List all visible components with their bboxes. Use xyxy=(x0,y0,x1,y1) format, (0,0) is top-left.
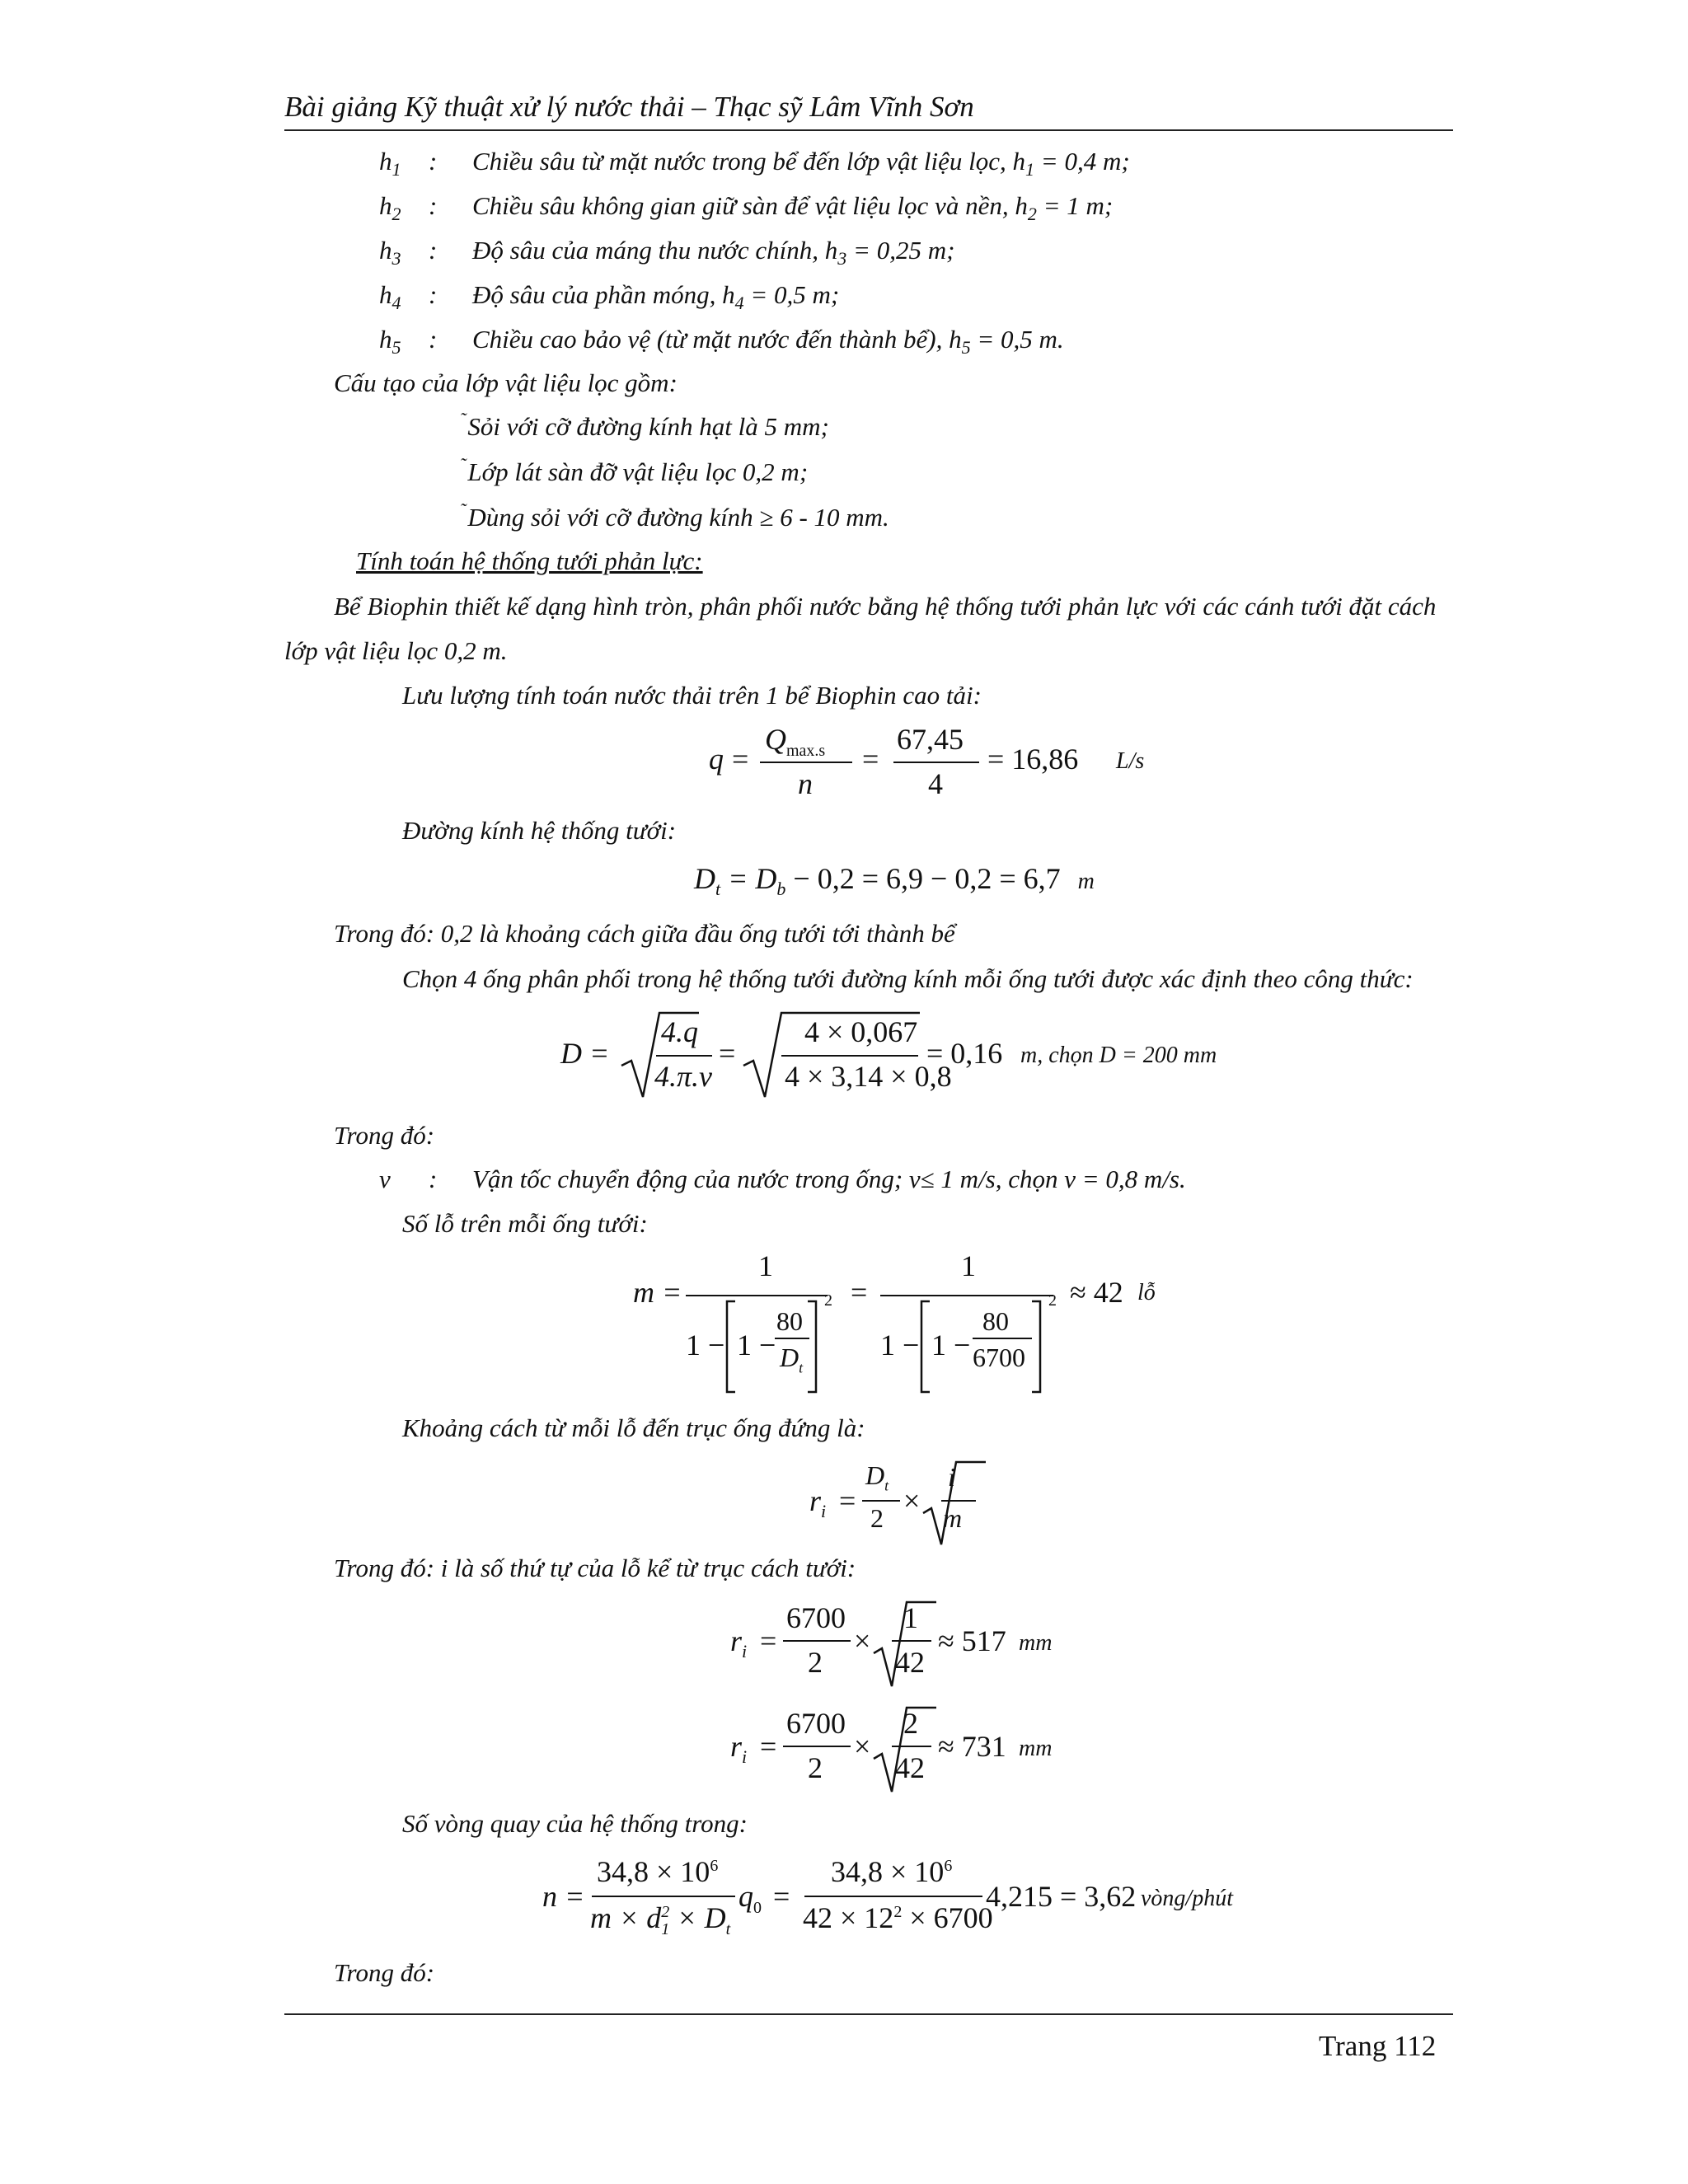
fraction-bar xyxy=(781,1055,918,1057)
eq-result: 4,215 = 3,62 xyxy=(986,1880,1137,1913)
eq-lhs: D = xyxy=(560,1037,610,1070)
eq-result: ≈ 517 xyxy=(938,1624,1006,1657)
eq-unit: vòng/phút xyxy=(1141,1886,1233,1911)
eq-denominator: 1 − xyxy=(931,1329,971,1361)
equation-D xyxy=(560,1010,1269,1104)
eq-numerator: $34,8 \times 10^6$ xyxy=(831,1855,953,1888)
eq-lhs: m = xyxy=(633,1276,682,1309)
paragraph-line: lớp vật liệu lọc 0,2 m. xyxy=(284,636,508,665)
eq-lhs: $r_i$ xyxy=(730,1624,748,1662)
eq-denominator: 6700 xyxy=(973,1343,1025,1372)
equation-r2 xyxy=(730,1704,1076,1795)
dist-intro: Khoảng cách từ mỗi lỗ đến trục ống đứng là: xyxy=(402,1413,865,1442)
eq-result: = 0,16 xyxy=(926,1037,1003,1070)
eq-denominator: $m \times d_1^2 \times D_t$ xyxy=(590,1901,731,1939)
eq-denominator: 1 − xyxy=(686,1329,725,1361)
fraction-bar xyxy=(783,1640,851,1642)
holes-intro: Số lỗ trên mỗi ống tưới: xyxy=(402,1209,648,1238)
v-definition: Vận tốc chuyển động của nước trong ống; v≤ 1 m/s, chọn v = 0,8 m/s. xyxy=(472,1165,1186,1193)
eq-denominator: 42 xyxy=(895,1646,925,1679)
eq-lhs: $r_i$ xyxy=(809,1484,827,1522)
eq-equals: = xyxy=(760,1624,777,1657)
eq-denominator: 2 xyxy=(808,1751,823,1784)
eq-unit: lỗ xyxy=(1137,1280,1156,1305)
fraction-bar xyxy=(862,1500,900,1502)
eq-numerator: 67,45 xyxy=(897,723,964,756)
def-colon: : xyxy=(429,147,438,176)
def-text-h1: Chiều sâu từ mặt nước trong bể đến lớp vật liệu lọc, $h_1 = 0,4$ m; xyxy=(472,147,1130,180)
times-sign: × xyxy=(854,1730,871,1763)
def-text-h4: Độ sâu của phần móng, $h_4 = 0,5$ m; xyxy=(472,280,840,314)
eq-numerator: 1 xyxy=(758,1249,773,1282)
equation-r1 xyxy=(730,1599,1076,1690)
eq-denominator: $D_t$ xyxy=(780,1343,804,1376)
eq-numerator: i xyxy=(948,1462,955,1492)
page-number: Trang 112 xyxy=(1319,2030,1437,2062)
fraction-bar xyxy=(783,1746,851,1747)
eq-equals: = xyxy=(851,1276,868,1309)
def-symbol-h2: $h_2$ xyxy=(379,191,401,225)
fraction-bar xyxy=(656,1055,712,1057)
fraction-bar xyxy=(941,1500,976,1502)
fraction-bar xyxy=(880,1295,1053,1296)
eq-numerator: 6700 xyxy=(786,1601,846,1634)
equation-q xyxy=(709,724,1170,814)
eq-equals: = xyxy=(773,1880,790,1913)
eq-numerator: $34,8 \times 10^6$ xyxy=(597,1855,719,1888)
bullet-item: ˜Lớp lát sàn đỡ vật liệu lọc 0,2 m; xyxy=(460,454,809,486)
eq-equals: = xyxy=(719,1037,736,1070)
eq-denominator: m xyxy=(943,1503,963,1533)
bullet-item: ˜Sỏi với cỡ đường kính hạt là 5 mm; xyxy=(460,409,829,441)
eq-exponent: 2 xyxy=(824,1291,832,1310)
diam-intro: Đường kính hệ thống tưới: xyxy=(402,816,677,845)
def-colon: : xyxy=(429,236,438,265)
eq-denominator: $42 \times 12^2 \times 6700$ xyxy=(803,1901,993,1934)
eq-denominator: 2 xyxy=(870,1503,884,1533)
fraction-bar xyxy=(686,1295,828,1296)
tilde-bullet-icon: ˜ xyxy=(460,454,467,475)
eq-numerator: 1 xyxy=(961,1249,976,1282)
page-header-title: Bài giảng Kỹ thuật xử lý nước thải – Thạc sỹ Lâm Vĩnh Sơn xyxy=(284,91,974,123)
eq-numerator: 4 × 0,067 xyxy=(804,1015,918,1048)
eq-result: ≈ 42 xyxy=(1070,1276,1123,1309)
where-text: Trong đó: 0,2 là khoảng cách giữa đầu ống tưới tới thành bể xyxy=(334,919,955,948)
fraction-bar xyxy=(973,1338,1032,1339)
eq-lhs: q xyxy=(709,743,724,776)
eq-numerator: 1 xyxy=(903,1601,918,1634)
times-sign: × xyxy=(854,1624,871,1657)
fraction-bar xyxy=(892,1640,931,1642)
eq-equals: = xyxy=(760,1730,777,1763)
tilde-bullet-icon: ˜ xyxy=(460,409,467,429)
def-colon: : xyxy=(429,280,438,309)
equation-m xyxy=(633,1249,1177,1397)
rev-intro: Số vòng quay của hệ thống trong: xyxy=(402,1809,748,1838)
section-title: Tính toán hệ thống tưới phản lực: xyxy=(356,546,703,575)
eq-result: ≈ 731 xyxy=(938,1730,1006,1763)
eq-result: = 16,86 xyxy=(987,743,1079,776)
def-symbol-h3: $h_3$ xyxy=(379,236,401,269)
eq-equals: = xyxy=(839,1484,856,1517)
def-symbol-h5: $h_5$ xyxy=(379,325,401,359)
equation-r xyxy=(809,1459,991,1549)
eq-exponent: 2 xyxy=(1048,1291,1057,1310)
header-rule xyxy=(284,129,1453,131)
eq-numerator: $Q_{max.s}$ xyxy=(765,723,826,761)
eq-denominator: 4.π.v xyxy=(654,1060,713,1093)
eq-numerator: $D_t$ xyxy=(865,1460,889,1494)
eq-numerator: 4.q xyxy=(661,1015,698,1048)
choose-pipes: Chọn 4 ống phân phối trong hệ thống tưới đường kính mỗi ống tưới được xác định theo công thức: xyxy=(402,964,1414,993)
eq-lhs: $r_i$ xyxy=(730,1730,748,1768)
equation-dt: $D_t = D_b - 0,2 = 6,9 - 0,2 = 6,7$ m xyxy=(694,862,1095,900)
eq-unit: mm xyxy=(1019,1630,1053,1656)
def-symbol-h1: $h_1$ xyxy=(379,147,401,180)
eq-denominator: 1 − xyxy=(737,1329,776,1361)
where-i: Trong đó: i là số thứ tự của lỗ kể từ trục cách tưới: xyxy=(334,1554,856,1582)
eq-denominator: 2 xyxy=(808,1646,823,1679)
eq-lhs: n = xyxy=(542,1880,585,1913)
eq-q0: $q_0$ xyxy=(738,1880,762,1918)
eq-denominator: n xyxy=(798,767,813,800)
eq-numerator: 6700 xyxy=(786,1707,846,1740)
v-symbol: v xyxy=(379,1165,391,1193)
tilde-bullet-icon: ˜ xyxy=(460,499,467,520)
fraction-bar xyxy=(775,1338,809,1339)
eq-numerator: 2 xyxy=(903,1707,918,1740)
def-colon: : xyxy=(429,325,438,354)
fraction-bar xyxy=(893,762,979,763)
def-text-h2: Chiều sâu không gian giữ sàn để vật liệu lọc và nền, $h_2 = 1$ m; xyxy=(472,191,1114,225)
def-text-h5: Chiều cao bảo vệ (từ mặt nước đến thành bể), $h_5 = 0,5$ m. xyxy=(472,325,1064,359)
fraction-bar xyxy=(804,1896,982,1897)
equation-n xyxy=(542,1854,1268,1945)
eq-denominator: 42 xyxy=(895,1751,925,1784)
where-last: Trong đó: xyxy=(334,1958,435,1987)
flow-intro: Lưu lượng tính toán nước thải trên 1 bể Biophin cao tải: xyxy=(402,681,982,710)
where-label: Trong đó: xyxy=(334,1121,435,1150)
eq-unit: L/s xyxy=(1116,748,1145,774)
fraction-bar xyxy=(592,1896,735,1897)
paragraph-line: Bể Biophin thiết kế dạng hình tròn, phân phối nước bằng hệ thống tưới phản lực với các cánh tưới đặt cách xyxy=(334,592,1437,621)
times-sign: × xyxy=(903,1484,921,1517)
eq-equals: = xyxy=(732,743,749,776)
def-text-h3: Độ sâu của máng thu nước chính, $h_3 = 0,25$ m; xyxy=(472,236,955,269)
eq-equals: = xyxy=(862,743,879,776)
eq-unit: m, chọn D = 200 mm xyxy=(1020,1043,1217,1068)
filter-intro: Cấu tạo của lớp vật liệu lọc gồm: xyxy=(334,368,678,397)
eq-numerator: 80 xyxy=(776,1306,803,1336)
def-colon: : xyxy=(429,191,438,220)
eq-denominator: 4 × 3,14 × 0,8 xyxy=(785,1060,952,1093)
eq-denominator: 1 − xyxy=(880,1329,920,1361)
eq-unit: mm xyxy=(1019,1736,1053,1761)
fraction-bar xyxy=(892,1746,931,1747)
bullet-item: ˜Dùng sỏi với cỡ đường kính ≥ 6 - 10 mm. xyxy=(460,499,889,532)
eq-numerator: 80 xyxy=(982,1306,1009,1336)
def-symbol-h4: $h_4$ xyxy=(379,280,401,314)
fraction-bar xyxy=(760,762,852,763)
v-colon: : xyxy=(429,1165,438,1193)
footer-rule xyxy=(284,2013,1453,2015)
eq-denominator: 4 xyxy=(928,767,943,800)
